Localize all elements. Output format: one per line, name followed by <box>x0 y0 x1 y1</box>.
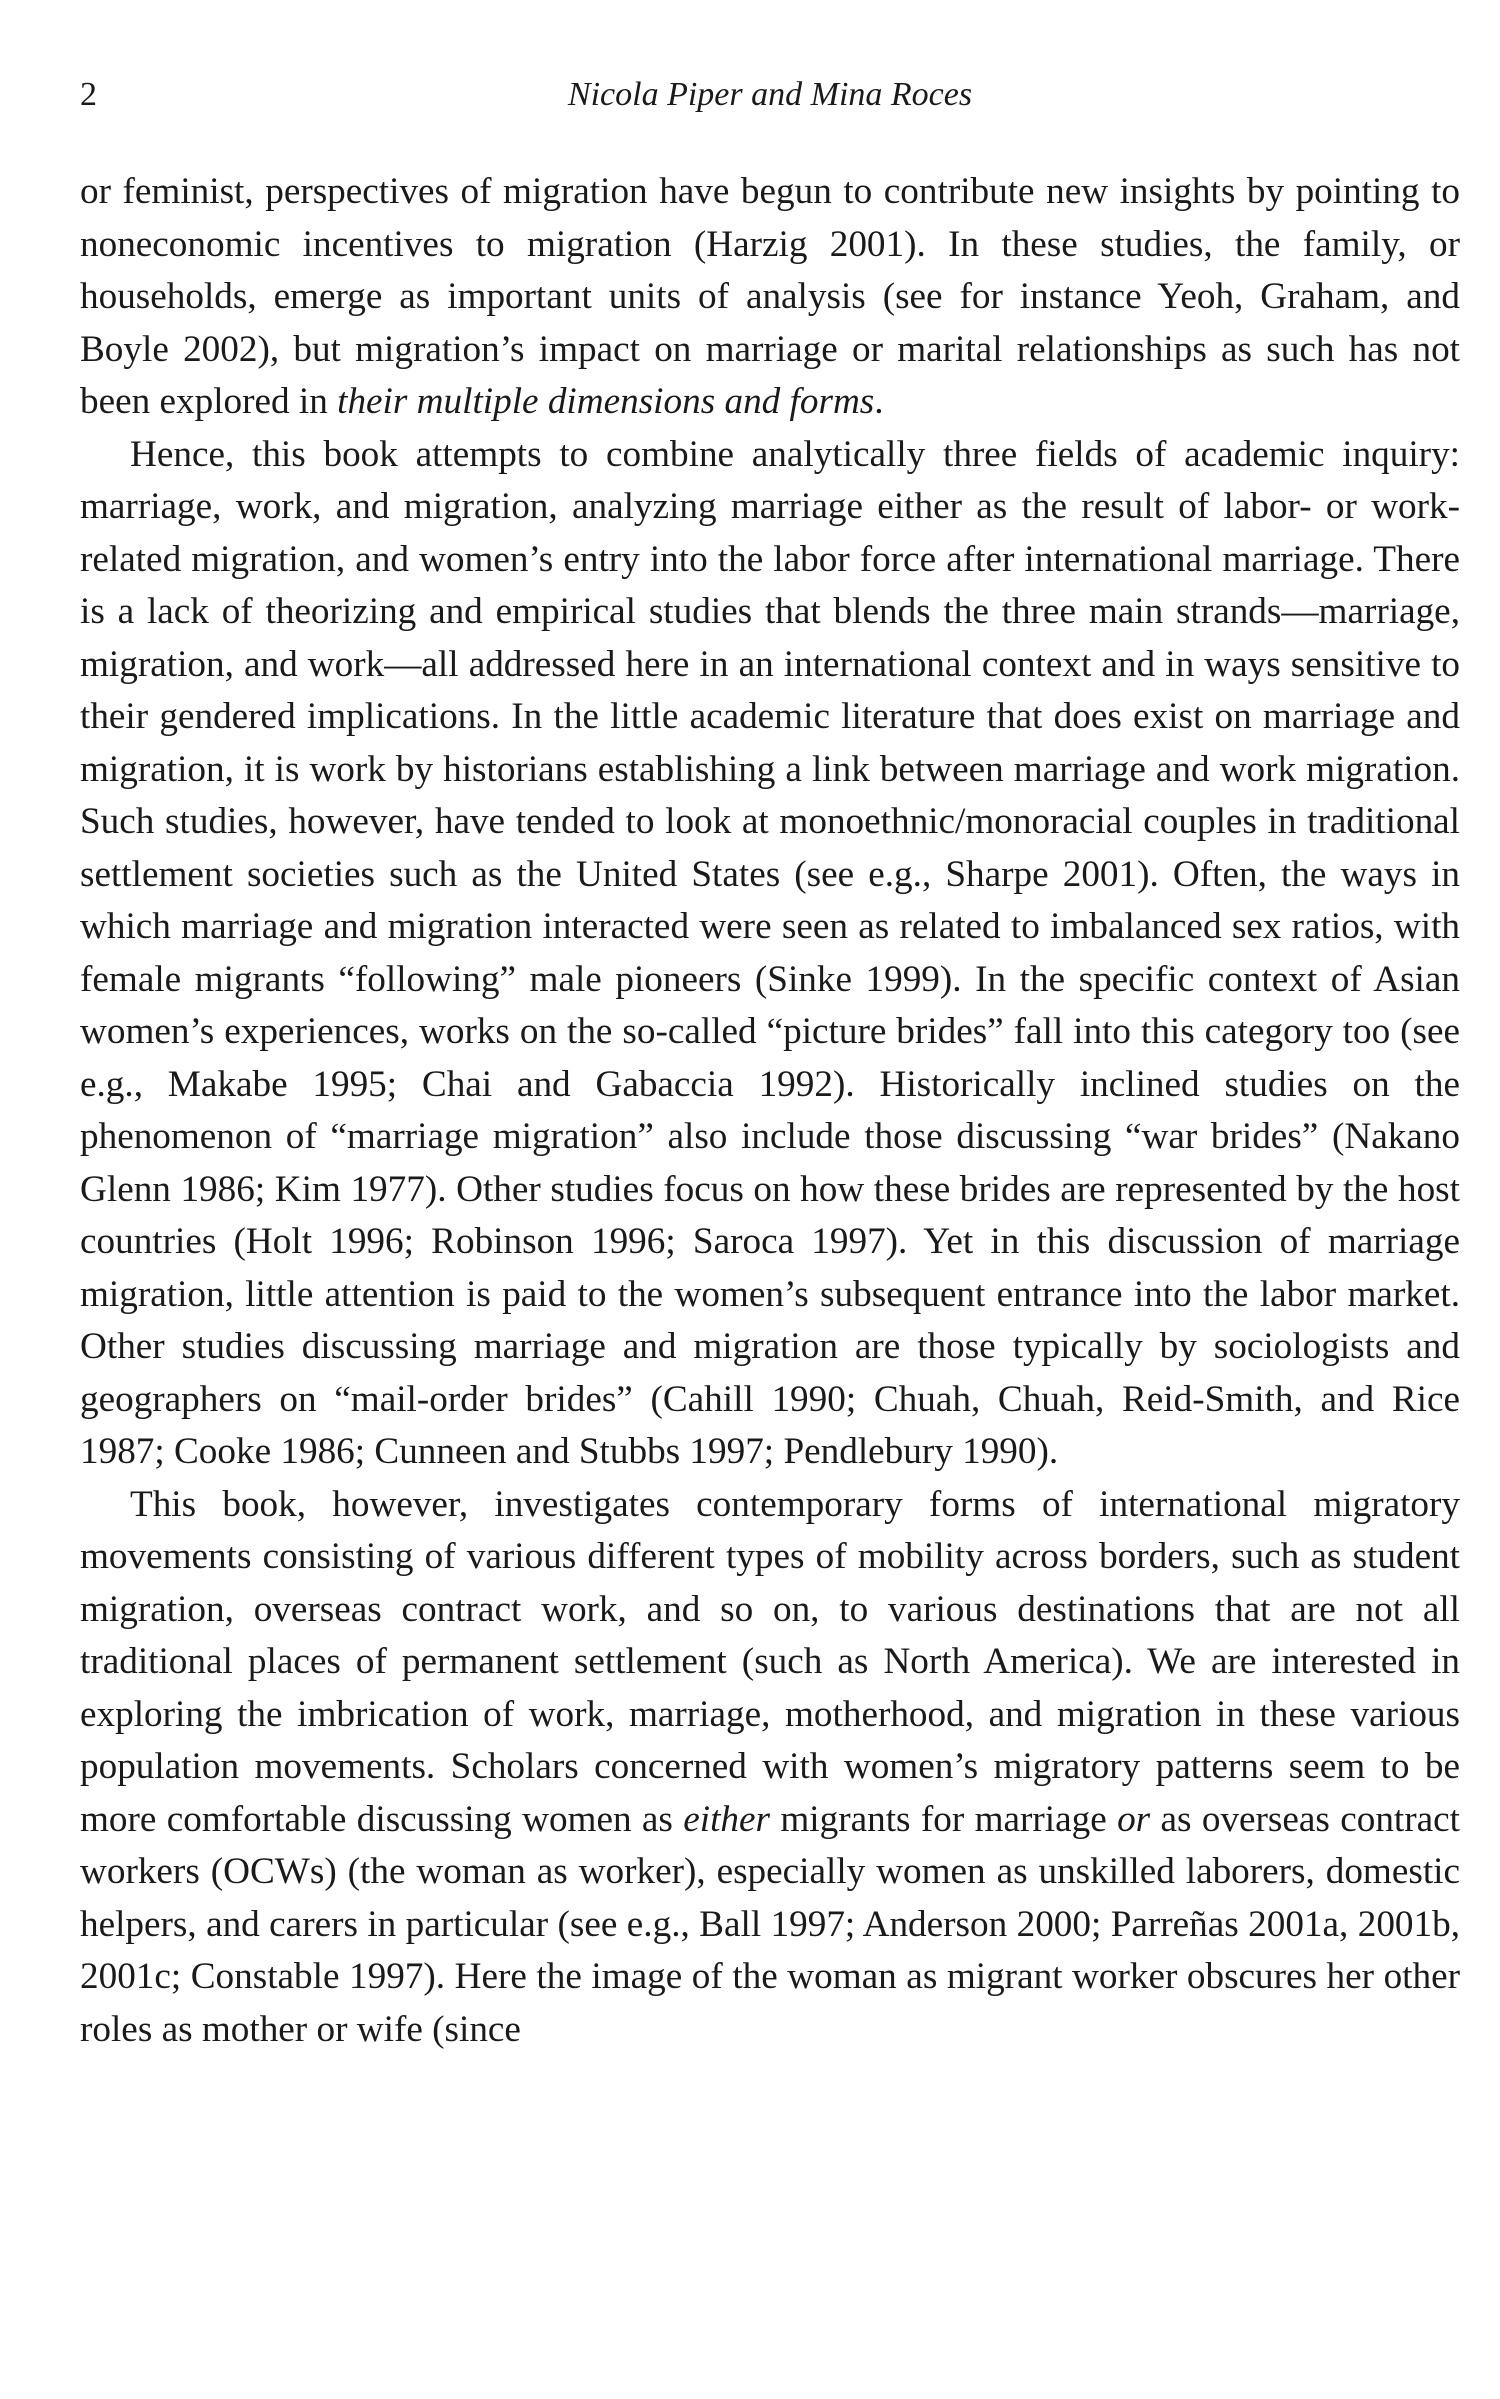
paragraph-3-emphasis-or: or <box>1117 1798 1151 1840</box>
page-number: 2 <box>80 76 97 113</box>
paragraph-3 <box>80 1479 1460 2057</box>
paragraph-3-text-c: as overseas contract workers (OCWs) (the woman as worker), especially women as unskilled laborers, domestic helpers, and carers in particular (see e.g., Ball 1997; Anderson 2000; Parreñas 2001a, 2001b, 2001c; Constable 1997). Here the image of the woman as migrant worker obscures her other roles as mother or wife (since <box>80 1798 1460 2050</box>
running-title: Nicola Piper and Mina Roces <box>567 76 973 113</box>
book-page <box>80 70 1460 2056</box>
paragraph-2: Hence, this book attempts to combine analytically three fields of academic inquiry: marriage, work, and migration, analyzing marriage either as the result of labor- or work-related migration, and women’s entry into the labor force after international marriage. There is a lack of theorizing and empirical studies that blends the three main strands—marriage, migration, and work—all addressed here in an international context and in ways sensitive to their gendered implications. In the little academic literature that does exist on marriage and migration, it is work by historians establishing a link between marriage and work migration. Such studies, however, have tended to look at monoethnic/monoracial couples in traditional settlement societies such as the United States (see e.g., Sharpe 2001). Often, the ways in which marriage and migration interacted were seen as related to imbalanced sex ratios, with female migrants “following” male pioneers (Sinke 1999). In the specific context of Asian women’s experiences, works on the so-called “picture brides” fall into this category too (see e.g., Makabe 1995; Chai and Gabaccia 1992). Historically inclined studies on the phenomenon of “marriage migration” also include those discussing “war brides” (Nakano Glenn 1986; Kim 1977). Other studies focus on how these brides are represented by the host countries (Holt 1996; Robinson 1996; Saroca 1997). Yet in this discussion of marriage migration, little attention is paid to the women’s subsequent entrance into the labor market. Other studies discussing marriage and migration are those typically by sociologists and geographers on “mail-order brides” (Cahill 1990; Chuah, Chuah, Reid-Smith, and Rice 1987; Cooke 1986; Cunneen and Stubbs 1997; Pendlebury 1990). <box>80 433 1460 1472</box>
paragraph-1 <box>80 166 1460 429</box>
paragraph-1-emphasis: their multiple dimensions and forms <box>337 381 875 422</box>
paragraph-3-emphasis-either: either <box>683 1798 771 1840</box>
body-text <box>80 166 1460 2056</box>
paragraph-3-text-b: migrants for marriage <box>770 1798 1118 1840</box>
paragraph-1-text-b: . <box>874 381 884 422</box>
paragraph-3-text-a: This book, however, investigates contemporary forms of international migratory movements consisting of various different types of mobility across borders, such as student migration, overseas contract work, and so on, to various destinations that are not all traditional places of permanent settlement (such as North America). We are interested in exploring the imbrication of work, marriage, motherhood, and migration in these various population movements. Scholars concerned with women’s migratory patterns seem to be more comfortable discussing women as <box>80 1483 1460 1840</box>
paragraph-1-text-a: or feminist, perspectives of migration have begun to contribute new insights by pointing to noneconomic incentives to migration (Harzig 2001). In these studies, the family, or households, emerge as important units of analysis (see for instance Yeoh, Graham, and Boyle 2002), but migration’s impact on marriage or marital relationships as such has not been explored in <box>80 171 1460 422</box>
running-head <box>80 70 1460 120</box>
